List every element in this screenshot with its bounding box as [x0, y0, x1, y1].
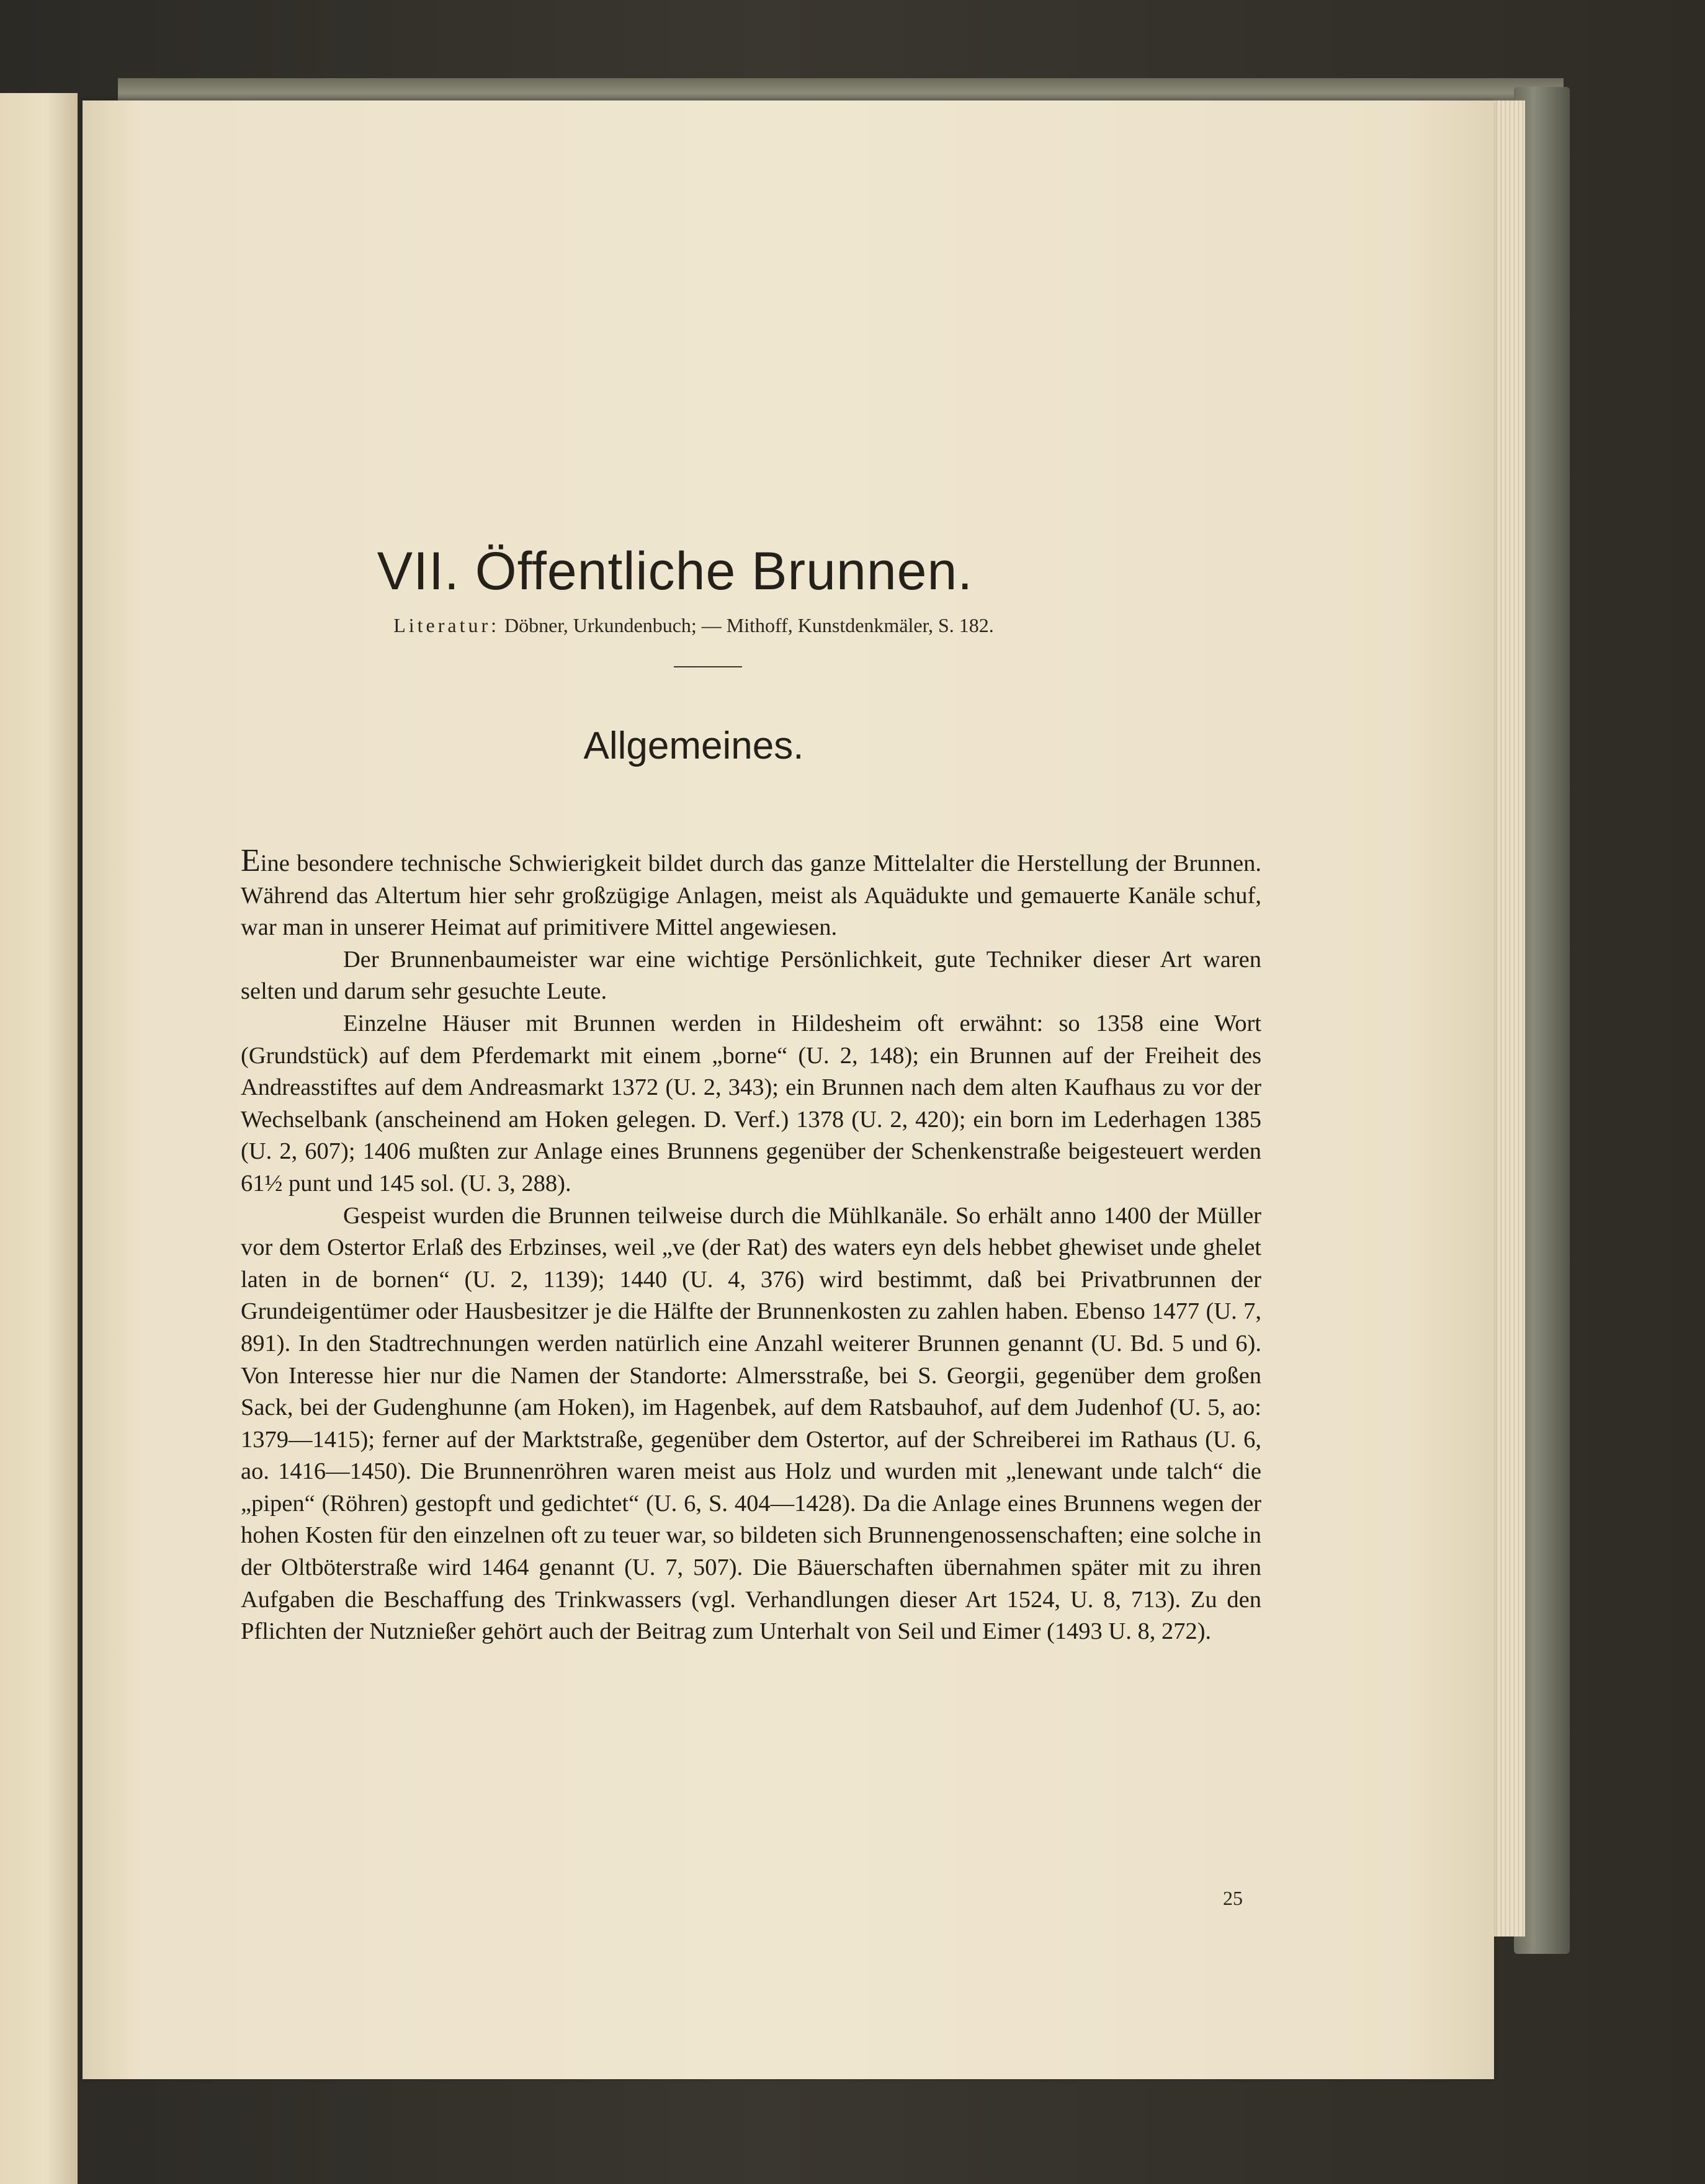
- page-content: [83, 100, 1494, 2079]
- literature-label: Literatur:: [393, 614, 500, 636]
- chapter-title: VII. Öffentliche Brunnen.: [377, 542, 973, 601]
- initial-letter: E: [241, 843, 261, 878]
- page-stack-edges: [1489, 100, 1525, 1937]
- book-page: [83, 100, 1494, 2079]
- paragraph-4: Gespeist wurden die Brunnen teilweise durch die Mühlkanäle. So erhält anno 1400 der Müller vor dem Ostertor Erlaß des Erbzinses, weil „ve (der Rat) des waters eyn dels hebbet ghewiset unde ghelet laten in de bornen“ (U. 2, 1139); 1440 (U. 4, 376) wird bestimmt, daß bei Privatbrunnen der Grundeigentümer oder Hausbesitzer je die Hälfte der Brunnenkosten zu zahlen haben. Ebenso 1477 (U. 7, 891). In den Stadtrechnungen werden natürlich eine Anzahl weiterer Brunnen genannt (U. Bd. 5 und 6). Von Interesse hier nur die Namen der Standorte: Almersstraße, bei S. Georgii, gegenüber dem großen Sack, bei der Gudenghunne (am Hoken), im Hagenbek, auf dem Ratsbauhof, auf dem Judenhof (U. 5, ao: 1379—1415); ferner auf der Marktstraße, gegenüber dem Ostertor, auf der Schreiberei im Rathaus (U. 6, ao. 1416—1450). Die Brunnenröhren waren meist aus Holz und wurden mit „lenewant unde talch“ die „pipen“ (Röhren) gestopft und gedichtet“ (U. 6, S. 404—1428). Da die Anlage eines Brunnens wegen der hohen Kosten für den einzelnen oft zu teuer war, so bildeten sich Brunnengenossenschaften; eine solche in der Oltböterstraße wird 1464 genannt (U. 7, 507). Die Bäuerschaften übernahmen später mit zu ihren Aufgaben die Beschaffung des Trinkwassers (vgl. Verhandlungen dieser Art 1524, U. 8, 713). Zu den Pflichten der Nutznießer gehört auch der Beitrag zum Unterhalt von Seil und Eimer (1493 U. 8, 272).: [241, 1202, 1261, 1645]
- paragraph-3: Einzelne Häuser mit Brunnen werden in Hildesheim oft erwähnt: so 1358 eine Wort (Grundstück) auf dem Pferdemarkt mit einem „borne“ (U. 2, 148); ein Brunnen auf der Freiheit des Andreasstiftes auf dem Andreasmarkt 1372 (U. 2, 343); ein Brunnen nach dem alten Kaufhaus zu vor der Wechselbank (anscheinend am Hoken gelegen. D. Verf.) 1378 (U. 2, 420); ein born im Lederhagen 1385 (U. 2, 607); 1406 mußten zur Anlage eines Brunnens gegenüber der Schenkenstraße beigesteuert werden 61½ punt und 145 sol. (U. 3, 288).: [241, 1010, 1261, 1197]
- literature-line: [83, 614, 1268, 637]
- book-cover-top-edge: [118, 78, 1564, 103]
- paragraph-1-text: ine besondere technische Schwierigkeit bildet durch das ganze Mittelalter die Herstellung der Brunnen. Während das Altertum hier sehr großzügige Anlagen, meist als Aquädukte und gemauerte Kanäle schuf, war man in unserer Heimat auf primitivere Mittel angewiesen.: [241, 850, 1261, 941]
- literature-text: Döbner, Urkundenbuch; — Mithoff, Kunstdenkmäler, S. 182.: [504, 614, 994, 636]
- section-title: Allgemeines.: [583, 724, 804, 767]
- body-text: [241, 843, 1261, 1648]
- facing-page-edge: [0, 93, 78, 2184]
- section-divider: [674, 666, 742, 667]
- paragraph-2: Der Brunnenbaumeister war eine wichtige Persönlichkeit, gute Techniker dieser Art waren selten und darum sehr gesuchte Leute.: [241, 946, 1261, 1005]
- paragraph-1: [241, 843, 1261, 944]
- page-number: 25: [1223, 1887, 1243, 1909]
